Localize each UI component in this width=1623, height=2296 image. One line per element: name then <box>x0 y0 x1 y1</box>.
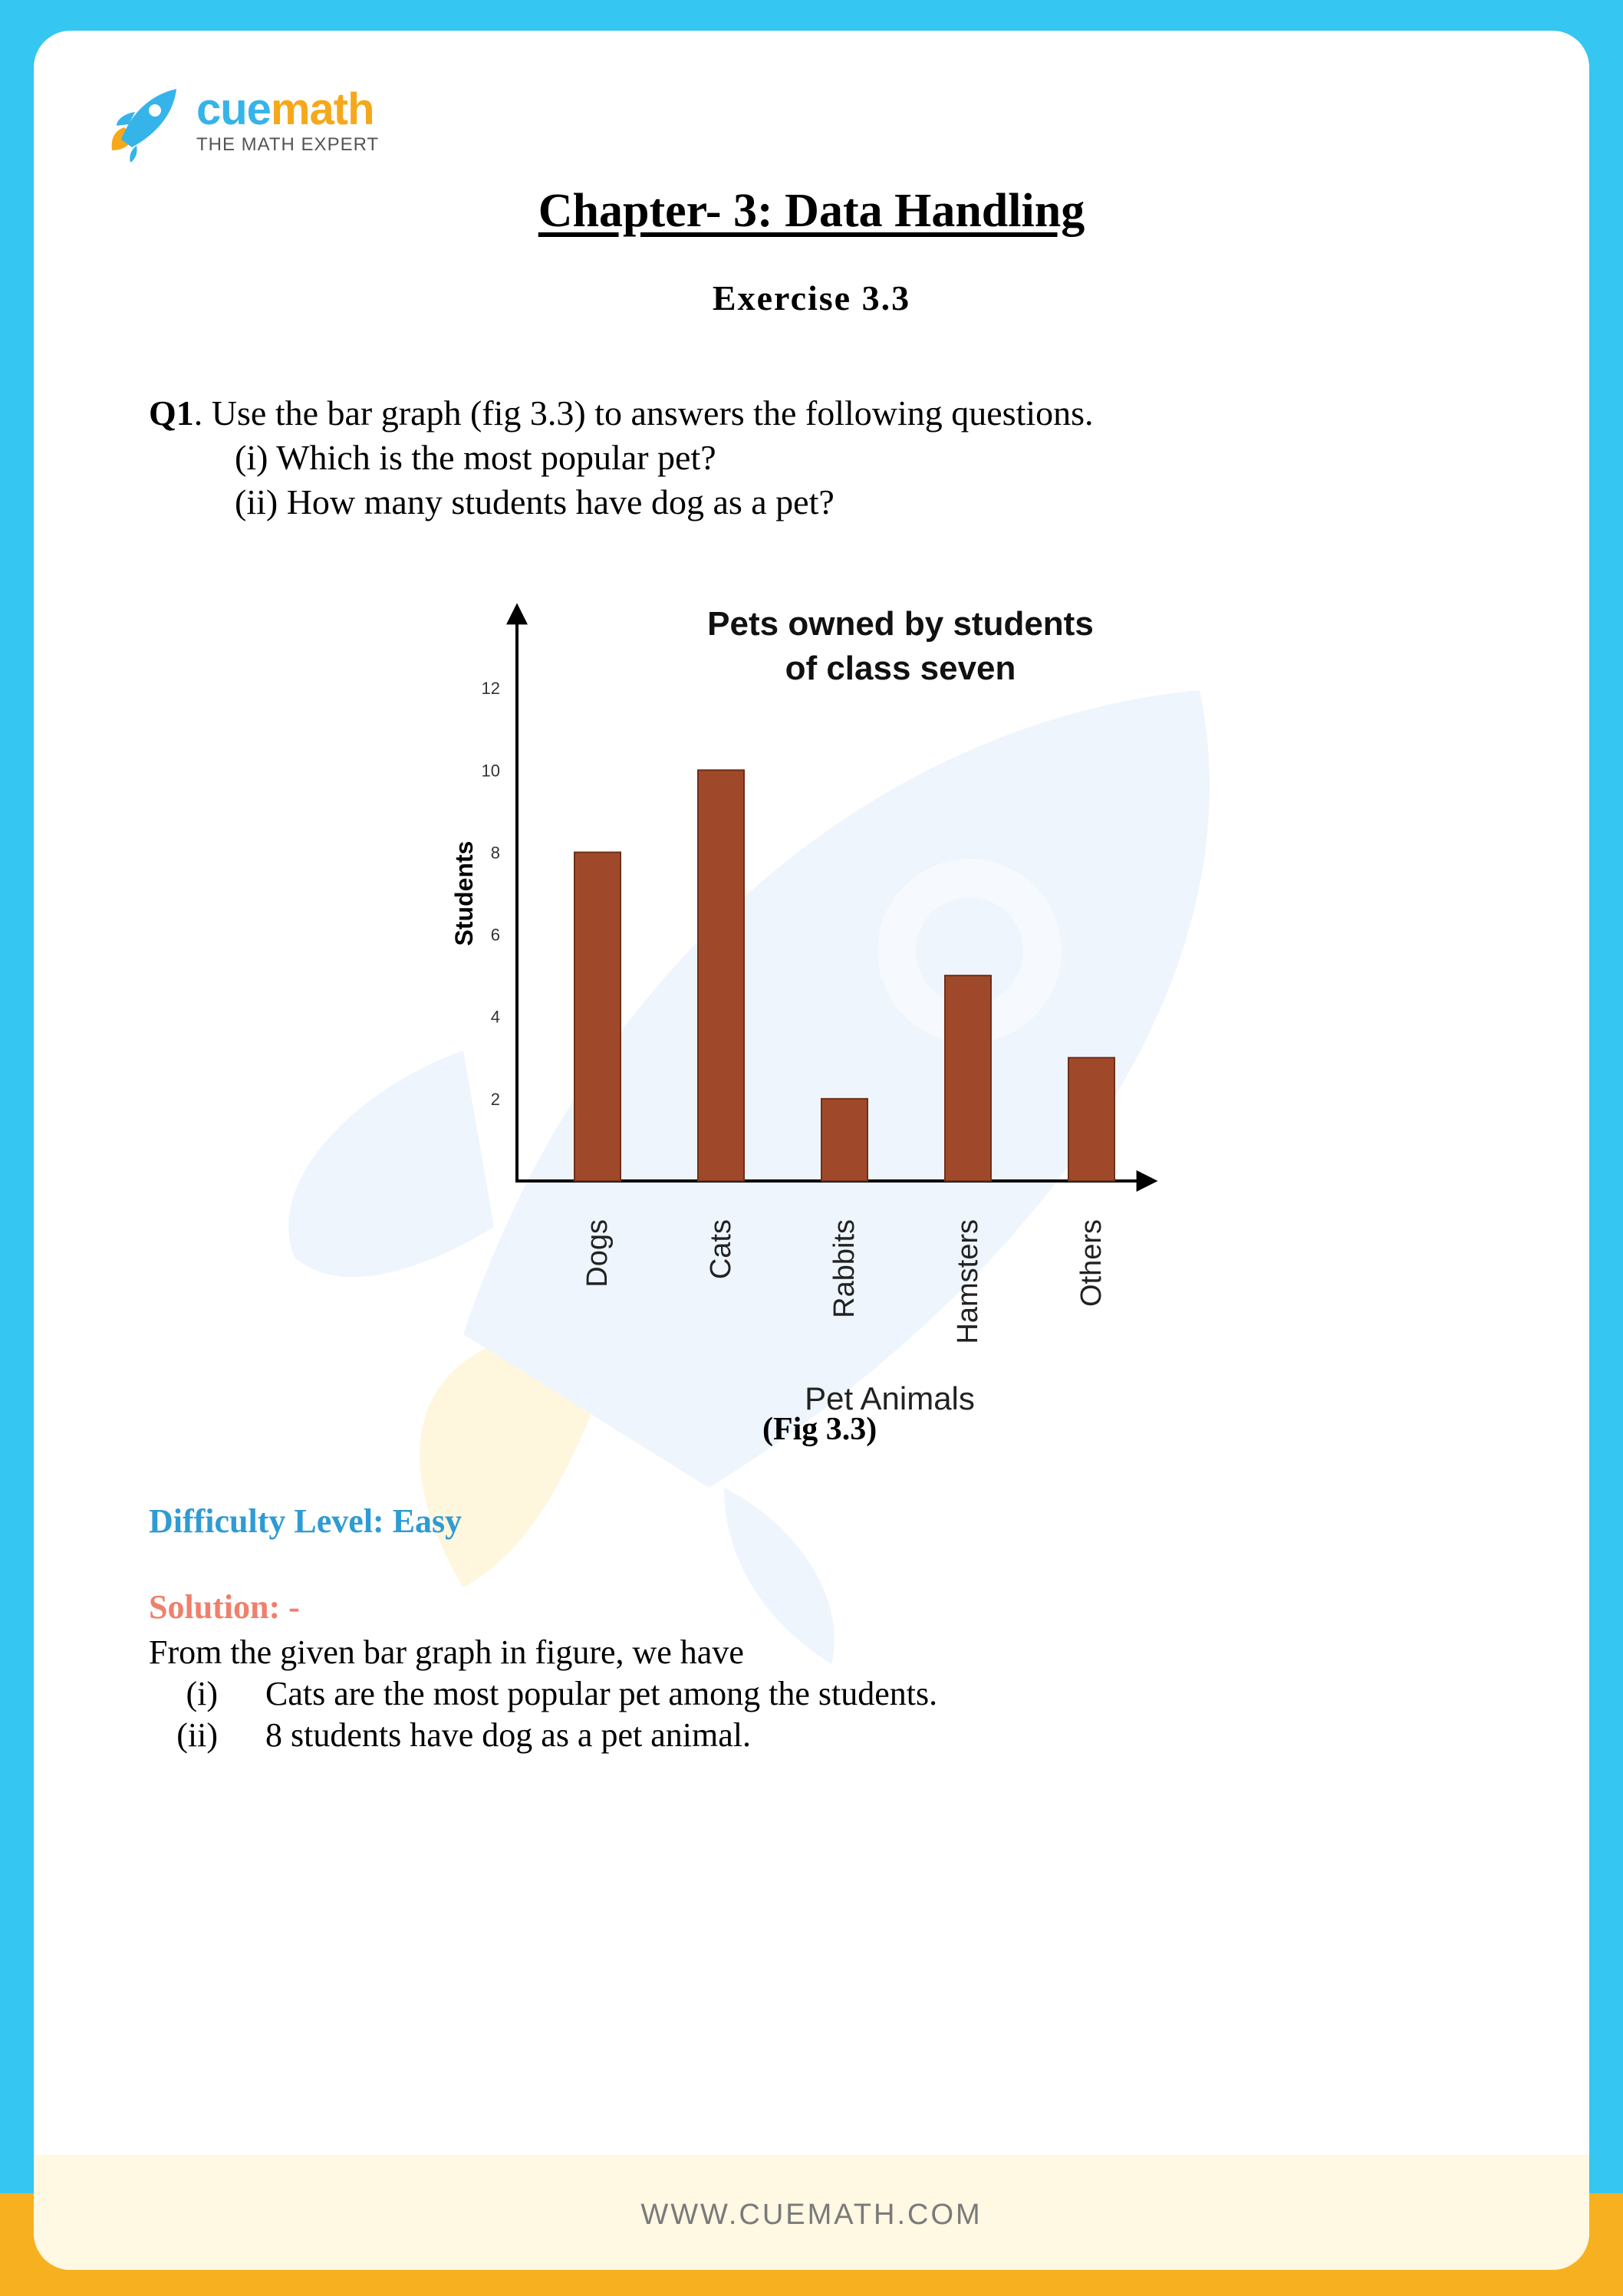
x-axis-label: Pet Animals <box>805 1380 975 1416</box>
logo-tagline: THE MATH EXPERT <box>196 134 380 155</box>
bars <box>574 770 1114 1181</box>
y-tick-label: 4 <box>490 1007 500 1027</box>
chapter-title: Chapter- 3: Data Handling <box>538 185 1085 237</box>
question-text: . Use the bar graph (fig 3.3) to answers the following questions. <box>193 393 1094 433</box>
chart-title-line1: Pets owned by students <box>707 605 1094 643</box>
x-tick-label: Rabbits <box>828 1219 861 1318</box>
y-tick-label: 12 <box>481 679 500 699</box>
question-block <box>149 391 1094 525</box>
bar-dogs <box>574 852 621 1181</box>
logo-text <box>196 84 380 156</box>
question-part-1: (i) Which is the most popular pet? <box>235 438 716 477</box>
y-tick-label: 8 <box>490 843 500 863</box>
x-tick-label: Dogs <box>581 1219 614 1288</box>
chart-title-line2: of class seven <box>785 650 1016 687</box>
bar-cats <box>698 770 744 1181</box>
bar-rabbits <box>821 1099 867 1181</box>
question-part-2: (ii) How many students have dog as a pet? <box>235 482 835 521</box>
logo-brand-name: cuemath <box>196 84 374 134</box>
y-axis-label: Students <box>450 840 478 946</box>
bar-hamsters <box>945 975 991 1181</box>
solution-item-text: 8 students have dog as a pet animal. <box>265 1716 751 1754</box>
footer-strip <box>34 2155 1589 2270</box>
y-tick-label: 2 <box>490 1089 500 1109</box>
y-tick-labels <box>482 679 500 1109</box>
pets-bar-chart <box>387 567 1230 1442</box>
exercise-title: Exercise 3.3 <box>712 278 911 317</box>
figure-caption: (Fig 3.3) <box>762 1412 877 1447</box>
solution-item <box>149 1673 937 1715</box>
cuemath-logo <box>94 77 379 169</box>
bar-others <box>1068 1058 1114 1181</box>
solution-label: Solution: - <box>149 1588 300 1626</box>
y-tick-label: 6 <box>490 925 500 945</box>
solution-item-text: Cats are the most popular pet among the students. <box>265 1675 938 1712</box>
x-tick-labels <box>581 1219 1108 1344</box>
page-card <box>34 31 1589 2270</box>
rocket-logo-icon <box>94 77 186 169</box>
question-stem <box>149 391 1094 436</box>
question-number: Q1 <box>149 393 194 433</box>
solution-intro: From the given bar graph in figure, we have <box>149 1633 744 1671</box>
x-tick-label: Cats <box>705 1219 737 1280</box>
footer-url[interactable]: WWW.CUEMATH.COM <box>640 2199 983 2231</box>
x-tick-label: Hamsters <box>952 1219 984 1344</box>
solution-item <box>149 1715 937 1756</box>
solution-item-marker: (i) <box>186 1675 218 1712</box>
x-tick-label: Others <box>1075 1219 1108 1308</box>
solution-body <box>149 1632 937 1756</box>
y-tick-label: 10 <box>481 761 500 781</box>
solution-item-marker: (ii) <box>176 1716 218 1754</box>
difficulty-level: Difficulty Level: Easy <box>149 1502 463 1540</box>
